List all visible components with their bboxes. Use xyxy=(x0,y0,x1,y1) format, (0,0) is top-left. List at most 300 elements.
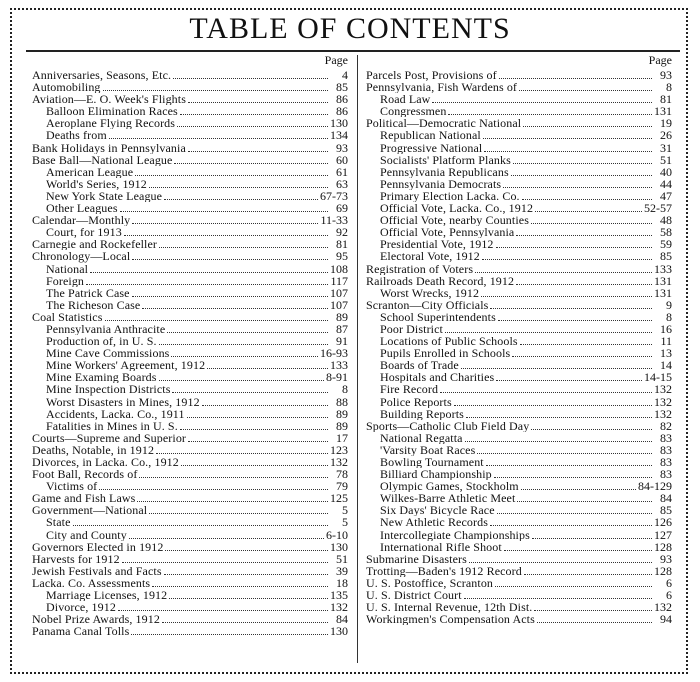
toc-entry-label: Fire Record xyxy=(380,383,439,396)
toc-entry xyxy=(366,238,672,250)
dot-leader xyxy=(534,602,652,611)
toc-entry-label: Road Law xyxy=(380,93,431,106)
dot-leader xyxy=(513,155,652,164)
toc-entry-page: 79 xyxy=(336,480,348,493)
toc-entry-page: 93 xyxy=(660,552,672,565)
toc-entry xyxy=(366,480,672,492)
toc-entry-label: Wilkes-Barre Athletic Meet xyxy=(380,492,516,505)
toc-entry-label: Scranton—City Officials xyxy=(366,298,489,311)
toc-entry-label: Courts—Supreme and Superior xyxy=(32,431,187,444)
dot-leader xyxy=(477,445,652,454)
dot-leader xyxy=(440,384,652,393)
toc-entry xyxy=(32,142,348,154)
dot-leader xyxy=(187,409,328,418)
toc-entry-label: Lacka. Co. Assessments xyxy=(32,576,151,590)
toc-entry-page: 88 xyxy=(336,395,348,408)
toc-entry xyxy=(366,202,672,214)
toc-entry xyxy=(366,541,672,553)
toc-entry-label: Production of, in U. S. xyxy=(46,335,157,348)
toc-entry xyxy=(366,613,672,625)
toc-entry-page: 126 xyxy=(654,516,672,529)
toc-entry-page: 94 xyxy=(660,613,672,626)
toc-entry xyxy=(366,444,672,456)
toc-entry-label: Foreign xyxy=(46,274,85,287)
toc-entry-page: 51 xyxy=(660,153,672,166)
toc-entry-page: 134 xyxy=(330,129,348,142)
toc-entry xyxy=(32,105,348,117)
dot-leader xyxy=(523,118,652,127)
toc-entry-page: 78 xyxy=(336,468,348,481)
toc-entry-label: Official Vote, nearby Counties xyxy=(380,214,529,227)
toc-entry xyxy=(366,69,672,81)
toc-entry-label: The Patrick Case xyxy=(46,286,130,299)
toc-entry-label: Victims of xyxy=(46,480,98,493)
dot-leader xyxy=(169,590,328,599)
dot-leader xyxy=(188,143,328,152)
toc-entry xyxy=(32,541,348,553)
left-column xyxy=(32,52,348,637)
toc-entry xyxy=(366,299,672,311)
dot-leader xyxy=(180,421,328,430)
toc-entry-label: The Richeson Case xyxy=(46,298,141,311)
toc-entry xyxy=(366,287,672,299)
toc-entry-page: 132 xyxy=(654,383,672,396)
toc-entry-page: 83 xyxy=(660,456,672,469)
toc-entry xyxy=(32,335,348,347)
toc-entry xyxy=(32,178,348,190)
toc-entry-page: 87 xyxy=(336,322,348,336)
toc-entry-page: 85 xyxy=(660,250,672,263)
dot-leader xyxy=(432,94,652,103)
toc-entry xyxy=(32,81,348,93)
toc-entry xyxy=(32,456,348,468)
dot-leader xyxy=(137,493,328,502)
toc-entry-label: Mine Cave Commissions xyxy=(46,347,170,360)
toc-entry-page: 5 xyxy=(342,504,348,517)
toc-entry-page: 85 xyxy=(660,504,672,517)
toc-entry-label: Primary Election Lacka. Co. xyxy=(380,189,520,203)
toc-entry-label: Socialists' Platform Planks xyxy=(380,153,511,166)
toc-entry-label: Building Reports xyxy=(380,407,464,420)
dot-leader xyxy=(99,481,328,490)
left-entry-list xyxy=(32,69,348,637)
toc-entry-label: 'Varsity Boat Races xyxy=(380,443,476,456)
toc-entry-page: 59 xyxy=(660,238,672,251)
toc-entry-label: Six Days' Bicycle Race xyxy=(380,504,495,517)
toc-entry xyxy=(366,214,672,226)
toc-entry xyxy=(32,504,348,516)
dot-leader xyxy=(495,578,652,587)
toc-entry xyxy=(32,383,348,395)
toc-entry-page: 8 xyxy=(342,383,348,396)
toc-entry xyxy=(32,190,348,202)
toc-entry-label: Railroads Death Record, 1912 xyxy=(366,274,515,287)
dot-leader xyxy=(445,324,652,333)
toc-entry-page: 89 xyxy=(336,407,348,420)
toc-entry-page: 123 xyxy=(330,443,348,456)
toc-entry-page: 69 xyxy=(336,202,348,215)
dot-leader xyxy=(524,566,652,575)
dot-leader xyxy=(122,554,328,563)
dot-leader xyxy=(511,167,652,176)
toc-entry-label: Fatalities in Mines in U. S. xyxy=(46,419,178,432)
toc-entry-page: 61 xyxy=(336,165,348,178)
toc-entry-page: 52-57 xyxy=(644,202,672,215)
dot-leader xyxy=(90,264,328,273)
toc-entry xyxy=(366,601,672,613)
toc-entry xyxy=(32,625,348,637)
toc-entry xyxy=(366,81,672,93)
toc-entry xyxy=(366,492,672,504)
dot-leader xyxy=(454,397,652,406)
toc-entry-label: Official Vote, Pennsylvania xyxy=(380,226,515,239)
toc-entry-page: 19 xyxy=(660,117,672,130)
toc-entry-page: 39 xyxy=(336,564,348,577)
toc-entry-page: 63 xyxy=(336,177,348,190)
dot-leader xyxy=(512,348,652,357)
dot-leader xyxy=(517,493,652,502)
toc-entry-page: 67-73 xyxy=(320,189,348,203)
toc-entry xyxy=(366,371,672,383)
toc-entry-label: Balloon Elimination Races xyxy=(46,105,178,118)
toc-entry xyxy=(32,420,348,432)
dot-leader xyxy=(132,288,328,297)
dot-leader xyxy=(109,130,328,139)
dot-leader xyxy=(464,590,652,599)
toc-entry-label: Trotting—Baden's 1912 Record xyxy=(366,564,522,577)
dot-leader xyxy=(202,397,328,406)
dot-leader xyxy=(483,130,652,139)
dot-leader xyxy=(448,106,652,115)
toc-entry-label: School Superintendents xyxy=(380,310,496,323)
page-title: TABLE OF CONTENTS xyxy=(189,12,511,45)
toc-entry xyxy=(366,432,672,444)
toc-entry-label: City and County xyxy=(46,528,127,541)
dot-leader xyxy=(482,251,652,260)
dot-leader xyxy=(535,203,642,212)
toc-entry xyxy=(32,166,348,178)
toc-entry-label: Panama Canal Tolls xyxy=(32,625,130,638)
dot-leader xyxy=(486,457,652,466)
toc-entry xyxy=(366,178,672,190)
toc-entry-page: 83 xyxy=(660,443,672,456)
toc-entry-label: Billiard Championship xyxy=(380,468,492,481)
toc-entry xyxy=(366,516,672,528)
toc-entry-label: Calendar—Monthly xyxy=(32,214,131,227)
right-entry-list xyxy=(366,69,672,625)
toc-entry-page: 130 xyxy=(330,540,348,553)
toc-entry-label: International Rifle Shoot xyxy=(380,540,502,553)
toc-entry-page: 4 xyxy=(342,69,348,82)
toc-entry-label: Pennsylvania Republicans xyxy=(380,165,509,178)
toc-entry xyxy=(32,589,348,601)
toc-entry-page: 17 xyxy=(336,431,348,444)
toc-entry xyxy=(366,166,672,178)
dot-leader xyxy=(516,227,652,236)
toc-entry-page: 6 xyxy=(666,576,672,590)
dot-leader xyxy=(466,409,652,418)
dot-leader xyxy=(532,530,652,539)
toc-entry-page: 86 xyxy=(336,105,348,118)
toc-entry-label: State xyxy=(46,516,71,529)
toc-entry-label: Mine Workers' Agreement, 1912 xyxy=(46,359,206,372)
dot-leader xyxy=(177,118,328,127)
dot-leader xyxy=(156,445,328,454)
toc-entry-label: Automobiling xyxy=(32,81,101,94)
dot-leader xyxy=(105,312,329,321)
toc-entry-page: 31 xyxy=(660,141,672,154)
toc-entry xyxy=(32,154,348,166)
dot-leader xyxy=(490,517,652,526)
toc-entry-label: Divorces, in Lacka. Co., 1912 xyxy=(32,456,179,469)
toc-entry xyxy=(366,456,672,468)
toc-entry-label: Bowling Tournament xyxy=(380,456,484,469)
dot-leader xyxy=(469,554,652,563)
toc-entry-page: 83 xyxy=(660,468,672,481)
toc-entry xyxy=(366,468,672,480)
toc-entry-page: 91 xyxy=(336,335,348,348)
dot-leader xyxy=(180,106,328,115)
toc-entry-label: Progressive National xyxy=(380,141,483,154)
toc-entry-label: Marriage Licenses, 1912 xyxy=(46,589,168,602)
toc-entry-label: National Regatta xyxy=(380,431,463,444)
toc-entry xyxy=(366,335,672,347)
toc-entry-label: U. S. Postoffice, Scranton xyxy=(366,576,494,590)
toc-entry-page: 93 xyxy=(336,141,348,154)
toc-entry-label: American League xyxy=(46,165,134,178)
toc-entry xyxy=(32,117,348,129)
dot-leader xyxy=(159,336,328,345)
toc-entry-page: 6 xyxy=(666,589,672,602)
toc-entry-page: 58 xyxy=(660,226,672,239)
dot-leader xyxy=(171,348,318,357)
toc-entry-page: 117 xyxy=(330,274,348,287)
toc-entry xyxy=(32,347,348,359)
toc-entry-label: Bank Holidays in Pennsylvania xyxy=(32,141,186,154)
toc-entry-page: 132 xyxy=(330,456,348,469)
toc-entry-page: 107 xyxy=(330,298,348,311)
toc-entry-label: Political—Democratic National xyxy=(366,117,522,130)
dot-leader xyxy=(521,481,636,490)
toc-entry xyxy=(366,129,672,141)
dot-leader xyxy=(181,457,328,466)
toc-entry-label: Congressmen xyxy=(380,105,447,118)
toc-entry-page: 95 xyxy=(336,250,348,263)
toc-entry-page: 8 xyxy=(666,81,672,94)
toc-entry-label: Sports—Catholic Club Field Day xyxy=(366,419,530,432)
toc-entry-page: 107 xyxy=(330,286,348,299)
toc-entry-page: 130 xyxy=(330,625,348,638)
toc-entry-page: 60 xyxy=(336,153,348,166)
toc-entry-page: 108 xyxy=(330,262,348,275)
toc-entry-label: Accidents, Lacka. Co., 1911 xyxy=(46,407,185,420)
toc-entry xyxy=(366,504,672,516)
dot-leader xyxy=(497,505,652,514)
toc-entry-page: 16 xyxy=(660,322,672,336)
dot-leader xyxy=(164,191,318,200)
column-divider xyxy=(357,55,358,663)
toc-entry-label: Deaths from xyxy=(46,129,107,142)
dot-leader xyxy=(537,614,652,623)
toc-entry xyxy=(32,214,348,226)
dot-leader xyxy=(162,614,328,623)
toc-entry xyxy=(32,396,348,408)
dot-leader xyxy=(461,360,652,369)
toc-entry-page: 84 xyxy=(660,492,672,505)
toc-entry-page: 131 xyxy=(654,274,672,287)
toc-entry-label: Aviation—E. O. Week's Flights xyxy=(32,93,186,106)
toc-entry-label: Other Leagues xyxy=(46,202,118,215)
toc-entry xyxy=(366,589,672,601)
toc-entry xyxy=(366,93,672,105)
dot-leader xyxy=(188,433,328,442)
toc-entry-label: Hospitals and Charities xyxy=(380,371,495,384)
toc-entry xyxy=(32,359,348,371)
toc-entry-label: New Athletic Records xyxy=(380,516,488,529)
toc-entry-label: Republican National xyxy=(380,129,481,142)
dot-leader xyxy=(132,251,328,260)
toc-entry xyxy=(366,154,672,166)
toc-entry xyxy=(32,275,348,287)
dot-leader xyxy=(481,288,652,297)
toc-entry xyxy=(32,263,348,275)
toc-entry-page: 9 xyxy=(666,298,672,311)
dot-leader xyxy=(172,384,328,393)
toc-entry-page: 14-15 xyxy=(644,371,672,384)
dot-leader xyxy=(484,143,652,152)
dot-leader xyxy=(494,469,652,478)
toc-entry-label: Intercollegiate Championships xyxy=(380,528,530,541)
toc-entry-label: Poor District xyxy=(380,322,443,336)
toc-entry-page: 26 xyxy=(660,129,672,142)
toc-entry-label: Pennsylvania Anthracite xyxy=(46,322,166,336)
toc-entry-label: New York State League xyxy=(46,189,163,203)
toc-entry xyxy=(32,311,348,323)
toc-entry-label: Court, for 1913 xyxy=(46,226,122,239)
toc-entry xyxy=(32,226,348,238)
toc-entry-label: Deaths, Notable, in 1912 xyxy=(32,443,155,456)
toc-entry-page: 8 xyxy=(666,310,672,323)
toc-entry xyxy=(32,577,348,589)
dot-leader xyxy=(498,312,652,321)
toc-entry xyxy=(32,516,348,528)
dot-leader xyxy=(149,179,328,188)
toc-entry-page: 89 xyxy=(336,310,348,323)
toc-entry-label: Pennsylvania, Fish Wardens of xyxy=(366,81,518,94)
dot-leader xyxy=(120,203,328,212)
toc-entry xyxy=(366,565,672,577)
toc-entry xyxy=(32,69,348,81)
dot-leader xyxy=(159,372,324,381)
toc-entry xyxy=(366,263,672,275)
dot-leader xyxy=(129,530,324,539)
toc-entry-page: 5 xyxy=(342,516,348,529)
toc-entry-page: 83 xyxy=(660,431,672,444)
toc-entry xyxy=(32,371,348,383)
dot-leader xyxy=(135,167,328,176)
dot-leader xyxy=(86,276,328,285)
toc-entry-label: National xyxy=(46,262,89,275)
toc-entry-label: World's Series, 1912 xyxy=(46,177,147,190)
toc-entry-page: 132 xyxy=(654,395,672,408)
toc-entry-page: 81 xyxy=(660,93,672,106)
toc-entry-label: Presidential Vote, 1912 xyxy=(380,238,494,251)
dot-leader xyxy=(496,372,642,381)
toc-entry-page: 51 xyxy=(336,552,348,565)
toc-entry-label: Mine Inspection Districts xyxy=(46,383,171,396)
toc-entry xyxy=(32,93,348,105)
toc-entry-page: 128 xyxy=(654,564,672,577)
toc-entry xyxy=(366,117,672,129)
dot-leader xyxy=(503,179,652,188)
toc-entry-page: 135 xyxy=(330,589,348,602)
dot-leader xyxy=(475,264,652,273)
toc-entry xyxy=(366,553,672,565)
toc-entry-label: Government—National xyxy=(32,504,148,517)
toc-entry xyxy=(32,613,348,625)
dot-leader xyxy=(149,505,328,514)
dot-leader xyxy=(522,191,652,200)
toc-entry-label: Chronology—Local xyxy=(32,250,131,263)
dot-leader xyxy=(167,324,328,333)
toc-entry xyxy=(32,492,348,504)
dot-leader xyxy=(490,300,652,309)
toc-entry-label: Boards of Trade xyxy=(380,359,459,372)
toc-entry-label: Parcels Post, Provisions of xyxy=(366,69,497,82)
dot-leader xyxy=(131,626,328,635)
dot-leader xyxy=(118,602,328,611)
toc-entry xyxy=(32,432,348,444)
toc-entry-label: Mine Examing Boards xyxy=(46,371,157,384)
toc-entry-page: 14 xyxy=(660,359,672,372)
toc-entry xyxy=(366,408,672,420)
toc-entry-label: Foot Ball, Records of xyxy=(32,468,138,481)
toc-entry xyxy=(366,311,672,323)
toc-entry-page: 44 xyxy=(660,177,672,190)
toc-entry-page: 89 xyxy=(336,419,348,432)
toc-entry-page: 18 xyxy=(336,576,348,590)
toc-entry xyxy=(366,396,672,408)
toc-entry-page: 13 xyxy=(660,347,672,360)
toc-entry xyxy=(32,287,348,299)
page-column-header: Page xyxy=(324,53,348,67)
dot-leader xyxy=(504,542,652,551)
toc-entry-label: Official Vote, Lacka. Co., 1912 xyxy=(380,202,534,215)
toc-entry-page: 48 xyxy=(660,214,672,227)
toc-entry-label: U. S. District Court xyxy=(366,589,462,602)
toc-entry-page: 133 xyxy=(654,262,672,275)
toc-entry xyxy=(32,238,348,250)
dot-leader xyxy=(465,433,652,442)
toc-entry-page: 128 xyxy=(654,540,672,553)
toc-entry-page: 81 xyxy=(336,238,348,251)
toc-entry-page: 131 xyxy=(654,105,672,118)
toc-entry-page: 130 xyxy=(330,117,348,130)
dot-leader xyxy=(73,517,329,526)
toc-entry-label: Registration of Voters xyxy=(366,262,474,275)
toc-entry-page: 127 xyxy=(654,528,672,541)
dot-leader xyxy=(132,215,318,224)
toc-entry-label: Locations of Public Schools xyxy=(380,335,518,348)
toc-entry xyxy=(366,347,672,359)
toc-entry-label: Workingmen's Compensation Acts xyxy=(366,613,535,626)
toc-entry xyxy=(32,250,348,262)
toc-entry-label: Carnegie and Rockefeller xyxy=(32,238,158,251)
toc-entry-page: 40 xyxy=(660,165,672,178)
toc-entry-label: Coal Statistics xyxy=(32,310,103,323)
toc-entry-label: U. S. Internal Revenue, 12th Dist. xyxy=(366,601,533,614)
toc-entry-label: Pupils Enrolled in Schools xyxy=(380,347,511,360)
